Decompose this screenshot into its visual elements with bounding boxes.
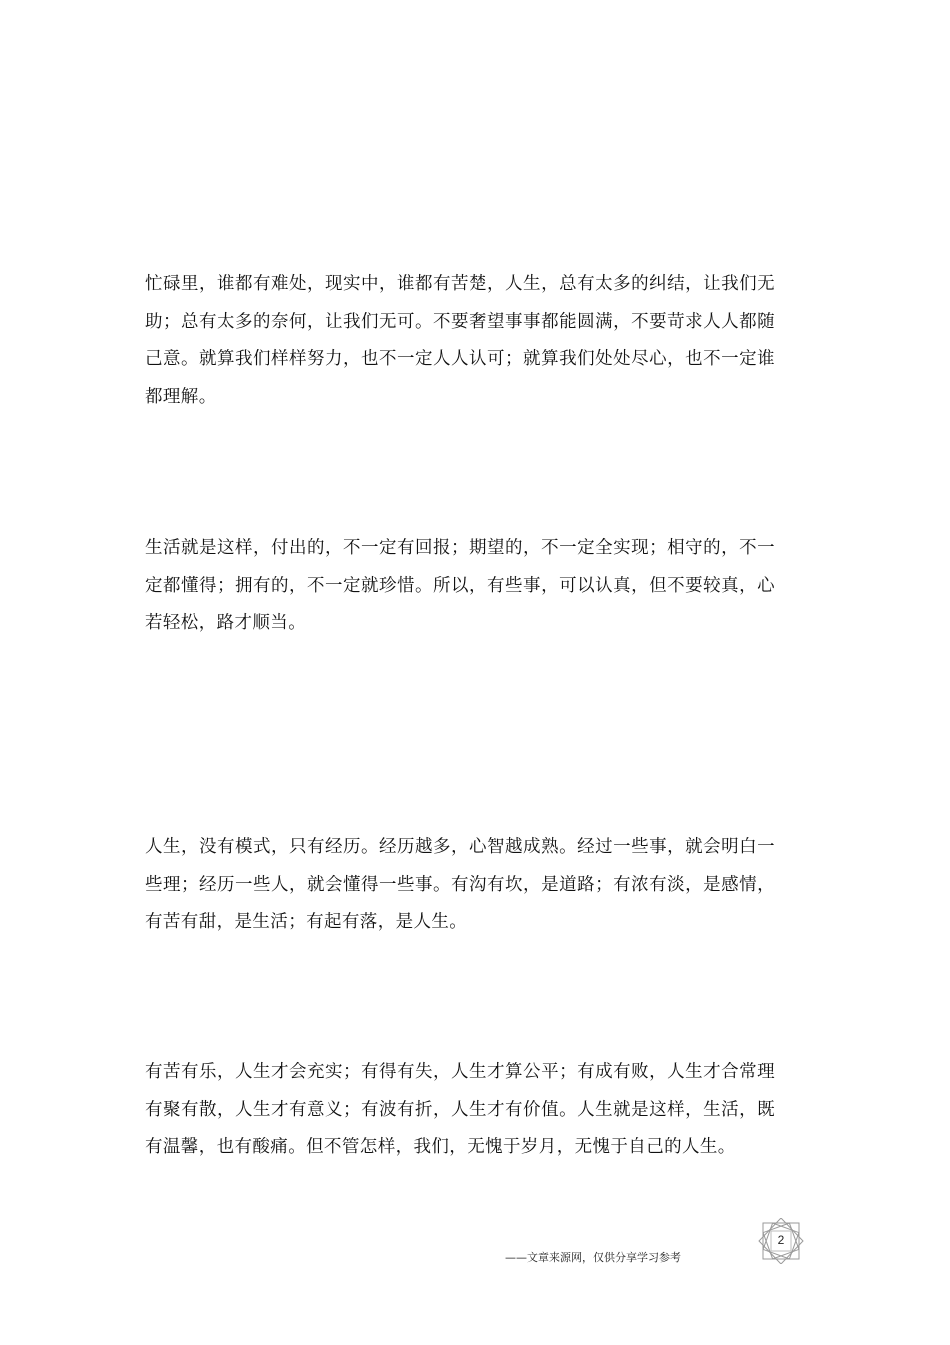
paragraph-2: 生活就是这样，付出的，不一定有回报；期望的，不一定全实现；相守的，不一定都懂得；拥有的，不一定就珍惜。所以，有些事，可以认真，但不要较真，心若轻松，路才顺当。: [145, 538, 775, 633]
page-number-badge: [757, 1218, 805, 1264]
footer-source-note: ——文章来源网，仅供分享学习参考: [505, 1251, 681, 1264]
paragraph-1: 忙碌里，谁都有难处，现实中，谁都有苦楚，人生，总有太多的纠结，让我们无助；总有太多的奈何，让我们无可。不要奢望事事都能圆满，不要苛求人人都随己意。就算我们样样努力，也不一定人人认可；就算我们处处尽心，也不一定谁都理解。: [145, 274, 775, 407]
paragraph-3: 人生，没有模式，只有经历。经历越多，心智越成熟。经过一些事，就会明白一些理；经历一些人，就会懂得一些事。有沟有坎，是道路；有浓有淡，是感情，有苦有甜，是生活；有起有落，是人生。: [145, 837, 775, 932]
paragraph-4: 有苦有乐，人生才会充实；有得有失，人生才算公平；有成有败，人生才合常理有聚有散，人生才有意义；有波有折，人生才有价值。人生就是这样，生活，既有温馨，也有酸痛。但不管怎样，我们，无愧于岁月，无愧于自己的人生。: [145, 1062, 775, 1157]
page-number: 2: [777, 1233, 785, 1247]
